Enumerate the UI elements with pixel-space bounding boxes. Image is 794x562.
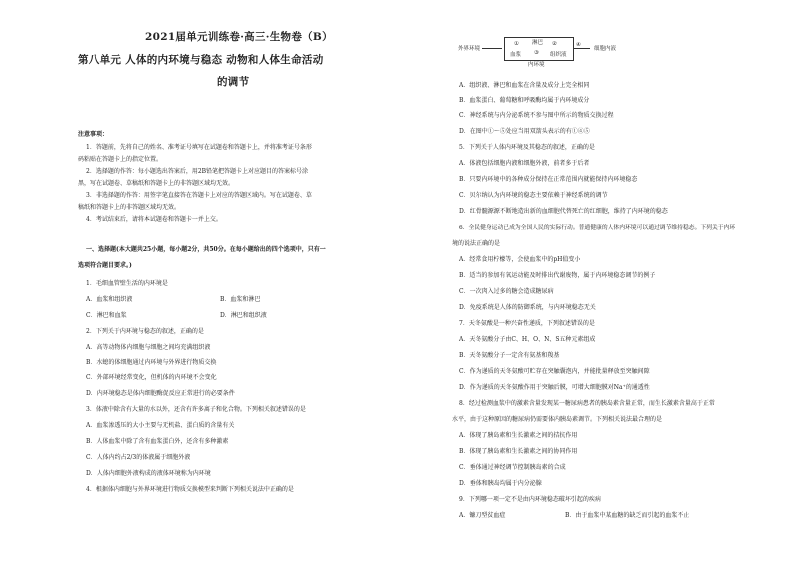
option-1d: D．淋巴和组织液: [220, 312, 267, 319]
option-7c: C．作为递质的天冬氨酸可贮存在突触囊泡内，并能批量释放至突触间隙: [459, 368, 650, 375]
diagram-tissue-fluid: 组织液: [550, 52, 567, 58]
question-6-line1: 6．全民健身运动已成为全国人民的实际行动。普通健康的人体内环境可以通过调节维持稳态。下列关于内环: [459, 225, 736, 231]
diagram-num-2: ②: [552, 41, 557, 47]
diagram-plasma: 血浆: [510, 52, 522, 58]
option-2b: B．水螅的体细胞通过内环境与外界进行物质交换: [86, 359, 217, 366]
option-1b: B．血浆和淋巴: [220, 296, 261, 303]
option-8b: B．体现了胰岛素和生长激素之间的协同作用: [459, 448, 578, 455]
diagram-num-3: ③: [534, 50, 539, 56]
option-2d: D．内环境稳态是体内细胞酶促反应正常进行的必要条件: [86, 390, 235, 397]
exam-title: 2021届单元训练卷·高三·生物卷（B）: [145, 31, 333, 43]
option-6a: A．经常食用柠檬等，会使血浆中的pH值变小: [459, 256, 581, 263]
unit-title-line1: 第八单元 人体的内环境与稳态 动物和人体生命活动: [78, 54, 324, 66]
option-8d: D．垂体和胰岛均属于内分泌腺: [459, 480, 542, 487]
question-5: 5．下列关于人体内环境及其稳态的叙述，正确的是: [459, 144, 595, 151]
question-8-line1: 8．经过检测血浆中的激素含量发现某一糖尿病患者的胰岛素含量正常，而生长激素含量高于正常: [459, 400, 715, 407]
option-5d: D．红骨髓源源不断地造出新的血细胞代替死亡的红细胞，维持了内环境的稳态: [459, 208, 668, 215]
notice-heading: 注意事项：: [78, 131, 109, 138]
question-8-line2: 水平，由于这种原因的糖尿病仍需要体内胰岛素调节。下列相关说法最合理的是: [452, 416, 663, 423]
notice-line: 3．非选择题的作答：用签字笔直接答在答题卡上对应的答题区域内。写在试题卷、草: [86, 192, 312, 199]
diagram-arrow: [574, 48, 590, 49]
diagram-internal-environment-label: 内环境: [528, 62, 545, 68]
option-8c: C．垂体通过神经调节控制胰岛素的合成: [459, 464, 566, 471]
notice-line: 稿纸和答题卡上的非答题区域均无效。: [78, 204, 181, 211]
diagram-lymph: 淋巴: [532, 40, 544, 46]
option-6c: C．一次肉入过多的糖会造成糖尿病: [459, 288, 554, 295]
option-2c: C．外部环境经常变化，但机体的内环境不会变化: [86, 374, 217, 381]
option-3b: B．人体血浆中除了含有血浆蛋白外，还含有多种激素: [86, 438, 229, 445]
option-6b: B．适当的参加有氧运动能及时排出代谢废物，属于内环境稳态调节的例子: [459, 272, 656, 279]
notice-line: 4．考试结束后，请将本试题卷和答题卡一并上交。: [86, 216, 222, 223]
option-1a: A．血浆和组织液: [86, 296, 133, 303]
question-3: 3．体液中除含有大量的水以外，还含有许多离子和化合物。下列相关叙述错误的是: [86, 406, 306, 413]
notice-line: 黑，写在试题卷、草稿纸和答题卡上的非答题区域均无效。: [78, 180, 235, 187]
option-3c: C．人体内约占2/3的体液属于细胞外液: [86, 454, 191, 461]
option-3a: A．血浆渗透压的大小主要与无机盐、蛋白质的含量有关: [86, 422, 235, 429]
option-4a: A．组织液、淋巴和血浆在含量及成分上完全相同: [459, 82, 590, 89]
question-9: 9．下列哪一项一定不是由内环境稳态破坏引起的疾病: [459, 496, 601, 503]
option-9a: A．镰刀型贫血症: [459, 512, 506, 519]
option-9b: B．由于血浆中某血糖的缺乏而引起的血浆不止: [565, 512, 690, 519]
option-5a: A．体液包括细胞内液和细胞外液，前者多于后者: [459, 160, 590, 167]
option-5c: C．贝尔纳认为内环境的稳态主要依赖于神经系统的调节: [459, 192, 608, 199]
option-4b: B．血浆蛋白、葡萄糖和呼吸酶均属于内环境成分: [459, 97, 590, 104]
option-2a: A．高等动物体内细胞与细胞之间均充满组织液: [86, 344, 211, 351]
diagram-num-1: ①: [514, 41, 519, 47]
option-7d: D．作为递质的天冬氨酸作用于突触后膜，可增大细胞膜对Na⁺的通透性: [459, 384, 650, 391]
option-8a: A．体现了胰岛素和生长激素之间的拮抗作用: [459, 432, 578, 439]
option-4d: D．在图中①～⑤处应当用双箭头表示的有①④⑤: [459, 128, 590, 135]
option-5b: B．只要内环境中的各种成分保持在正常范围内就能保持内环境稳态: [459, 176, 638, 183]
question-6-line2: 境的说法正确的是: [452, 240, 501, 247]
unit-title-line2: 的调节: [217, 76, 250, 88]
option-1c: C．淋巴和血浆: [86, 312, 127, 319]
diagram-num-4: ④: [576, 42, 581, 48]
question-2: 2．下列关于内环境与稳态的叙述，正确的是: [86, 328, 204, 335]
notice-line: 码粘贴在答题卡上的指定位置。: [78, 156, 163, 163]
internal-environment-diagram: [452, 33, 632, 68]
question-1: 1．毛细血管壁生活的内环境是: [86, 280, 168, 287]
section-heading-line2: 选项符合题目要求。): [78, 262, 132, 269]
diagram-external-environment: 外界环境: [458, 46, 481, 52]
option-7a: A．天冬氨酸分子由C、H、O、N、S五种元素组成: [459, 336, 596, 343]
notice-line: 2．选择题的作答：每小题选出答案后，用2B铅笔把答题卡上对应题目的答案标号涂: [86, 168, 309, 175]
section-heading-line1: 一、选择题(本大题共25小题，每小题2分，共50分。在每小题给出的四个选项中，只有一: [86, 246, 326, 253]
option-6d: D．免疫系统是人体的防御系统，与内环境稳态无关: [459, 304, 596, 311]
notice-line: 1．答题前，先将自己的姓名、准考证号填写在试题卷和答题卡上，并将准考证号条形: [86, 144, 312, 151]
question-4: 4．根据体内细胞与外界环境进行物质交换模型来判断下列相关说法中正确的是: [86, 486, 294, 493]
question-7: 7．天冬氨酸是一种兴奋性递质，下列叙述错误的是: [459, 320, 595, 327]
diagram-intracellular-fluid: 细胞内液: [594, 46, 617, 52]
option-7b: B．天冬氨酸分子一定含有氨基和羧基: [459, 352, 560, 359]
option-4c: C．神经系统与内分泌系统不参与图中所示的物质交换过程: [459, 112, 614, 119]
option-3d: D．人体内细胞外液构成的液体环境称为内环境: [86, 470, 211, 477]
diagram-arrow: [482, 48, 502, 49]
